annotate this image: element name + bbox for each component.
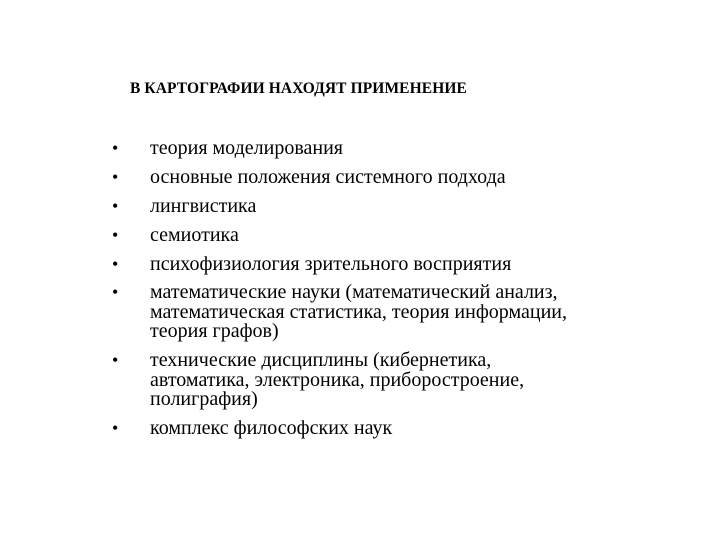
- list-item: [112, 252, 672, 275]
- bullet-icon: •: [112, 253, 119, 274]
- list-item-text: семиотика: [150, 223, 239, 246]
- bullet-icon: •: [112, 224, 119, 245]
- list-item-text: теория моделирования: [150, 137, 343, 159]
- list-item: [112, 194, 672, 217]
- list-item: [112, 139, 672, 159]
- list-item-text-line: полиграфия): [150, 388, 258, 411]
- list-item-text-line: математическая статистика, теория информации,: [150, 300, 567, 323]
- list-item: [112, 223, 672, 246]
- list-item-text-line: автоматика, электроника, приборостроение,: [150, 368, 525, 391]
- bullet-icon: •: [112, 282, 119, 303]
- list-item-text: комплекс философских наук: [150, 417, 393, 440]
- list-item: [112, 419, 672, 439]
- bullet-icon: •: [112, 350, 119, 371]
- list-item-text-line: теория графов): [150, 320, 279, 343]
- list-item-text: лингвистика: [150, 194, 257, 217]
- bullet-list: [112, 139, 672, 448]
- list-item-text: основные положения системного подхода: [150, 165, 506, 188]
- list-item: [112, 283, 672, 342]
- list-item-text: психофизиология зрительного восприятия: [150, 252, 512, 275]
- list-item-text-line: технические дисциплины (кибернетика,: [150, 349, 492, 372]
- list-item: [112, 165, 672, 188]
- bullet-icon: •: [112, 166, 119, 187]
- bullet-icon: •: [112, 418, 119, 439]
- list-item-text-line: математические науки (математический анализ,: [150, 281, 558, 304]
- bullet-icon: •: [112, 138, 119, 158]
- bullet-icon: •: [112, 195, 119, 216]
- list-item: [112, 351, 672, 410]
- slide-heading: В КАРТОГРАФИИ НАХОДЯТ ПРИМЕНЕНИЕ: [130, 80, 467, 97]
